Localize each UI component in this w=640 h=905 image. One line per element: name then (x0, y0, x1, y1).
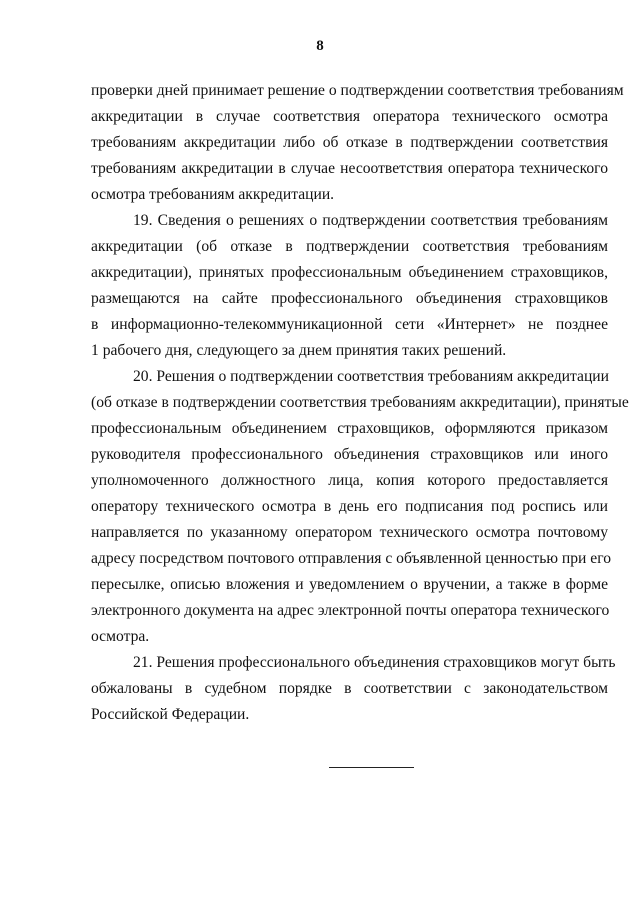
text-line: пересылке, описью вложения и уведомлением о вручении, а также в форме (91, 576, 608, 593)
paragraph-21 (91, 650, 616, 728)
text-line: требованиям аккредитации либо об отказе в подтверждении соответствия (91, 134, 608, 151)
text-line: оператору технического осмотра в день его подписания под роспись или (91, 498, 608, 515)
text-line: осмотра. (91, 628, 150, 645)
text-line: уполномоченного должностного лица, копия которого предоставляется (91, 472, 608, 489)
text-line: 1 рабочего дня, следующего за днем принятия таких решений. (91, 342, 507, 359)
text-line: Российской Федерации. (91, 706, 250, 723)
text-line: аккредитации (об отказе в подтверждении соответствия требованиям (91, 238, 608, 255)
text-line: размещаются на сайте профессионального объединения страховщиков (91, 290, 608, 307)
text-line: требованиям аккредитации в случае несоответствия оператора технического (91, 160, 608, 177)
text-line: осмотра требованиям аккредитации. (91, 186, 335, 203)
text-line: электронного документа на адрес электронной почты оператора технического (91, 602, 610, 619)
paragraph-19 (91, 208, 608, 364)
document-body (91, 78, 629, 728)
text-line: аккредитации в случае соответствия оператора технического осмотра (91, 108, 608, 125)
paragraph-20 (91, 364, 629, 650)
text-line: 20. Решения о подтверждении соответствия требованиям аккредитации (133, 368, 609, 385)
text-line: направляется по указанному оператором технического осмотра почтовому (91, 524, 608, 541)
text-line: 19. Сведения о решениях о подтверждении соответствия требованиям (133, 212, 608, 229)
text-line: 21. Решения профессионального объединения страховщиков могут быть (133, 654, 616, 671)
text-line: аккредитации), принятых профессиональным объединением страховщиков, (91, 264, 608, 281)
text-line: профессиональным объединением страховщиков, оформляются приказом (91, 420, 608, 437)
text-line: в информационно-телекоммуникационной сети «Интернет» не позднее (91, 316, 608, 333)
text-line: (об отказе в подтверждении соответствия требованиям аккредитации), принятые (91, 394, 629, 411)
page-number: 8 (316, 38, 324, 54)
text-line: обжалованы в судебном порядке в соответствии с законодательством (91, 680, 608, 697)
text-line: проверки дней принимает решение о подтверждении соответствия требованиям (91, 82, 624, 99)
text-line: адресу посредством почтового отправления с объявленной ценностью при его (91, 550, 611, 567)
paragraph-continuation (91, 78, 624, 208)
text-line: руководителя профессионального объединения страховщиков или иного (91, 446, 608, 463)
end-divider-line (329, 767, 414, 768)
